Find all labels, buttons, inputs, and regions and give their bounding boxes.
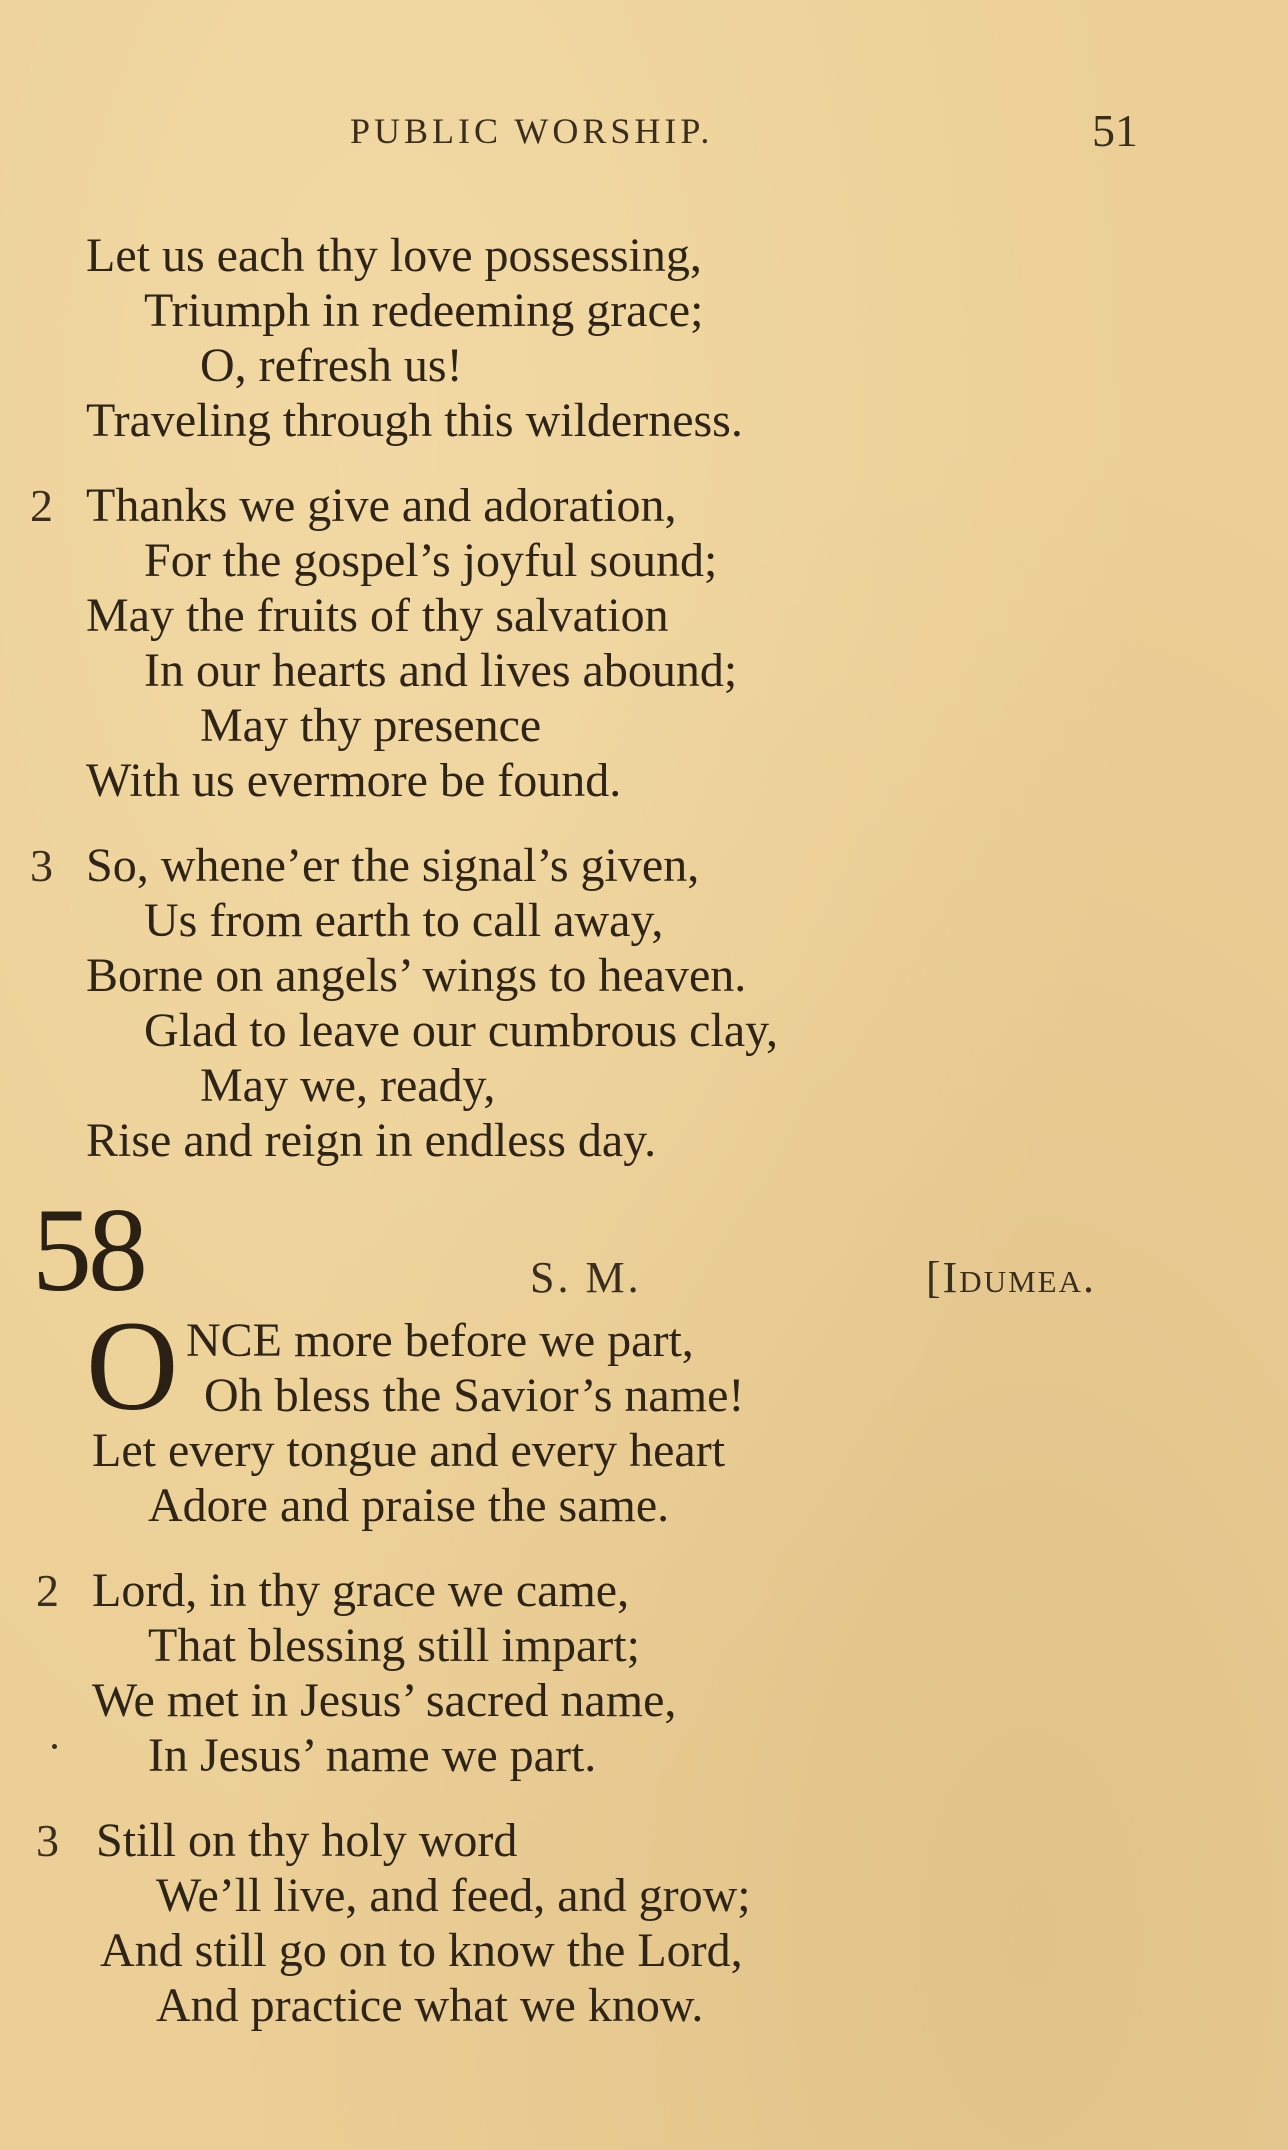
- first-line-rest: more before we part,: [282, 1314, 694, 1367]
- first-word-caps: NCE: [186, 1314, 282, 1367]
- hymn58-s1-line3: Let every tongue and every heart: [92, 1424, 726, 1477]
- running-head: PUBLIC WORSHIP.: [350, 111, 714, 151]
- hymn58-s3-number: 3: [36, 1815, 59, 1866]
- stray-dot-mark: [52, 1744, 57, 1749]
- hymn57-s2-line6: With us evermore be found.: [86, 754, 622, 807]
- drop-cap: O: [86, 1295, 179, 1437]
- hymn57-s2-line3: May the fruits of thy salvation: [86, 589, 669, 642]
- hymn57-s2-line2: For the gospel’s joyful sound;: [144, 534, 718, 587]
- hymn57-s1-line1: Let us each thy love possessing,: [86, 229, 702, 282]
- hymn57-s3-line3: Borne on angels’ wings to heaven.: [86, 949, 747, 1002]
- hymn58-s2-line3: We met in Jesus’ sacred name,: [92, 1674, 677, 1727]
- hymn-number: 58: [32, 1183, 144, 1316]
- hymn57-s3-number: 3: [30, 840, 53, 891]
- hymn57-s3-line6: Rise and reign in endless day.: [86, 1114, 657, 1167]
- hymn58-s1-line4: Adore and praise the same.: [148, 1479, 670, 1532]
- hymn-tune-name: [Idumea.: [926, 1253, 1096, 1302]
- hymn58-s3-line2: We’ll live, and feed, and grow;: [156, 1869, 751, 1922]
- hymn57-s2-line1: Thanks we give and adoration,: [86, 479, 677, 532]
- page-number: 51: [1092, 105, 1138, 156]
- hymn57-s3-line2: Us from earth to call away,: [144, 894, 664, 947]
- hymn57-s3-line1: So, whene’er the signal’s given,: [86, 839, 700, 892]
- hymn58-s2-number: 2: [36, 1565, 59, 1616]
- hymn58-s2-line2: That blessing still impart;: [148, 1619, 640, 1672]
- hymn57-s2-line5: May thy presence: [200, 699, 542, 752]
- hymn57-s1-line4: Traveling through this wilderness.: [86, 394, 743, 447]
- hymn57-s2-number: 2: [30, 480, 53, 531]
- hymn58-s1-line1: [186, 1314, 694, 1367]
- hymn58-s3-line3: And still go on to know the Lord,: [100, 1924, 743, 1977]
- hymn58-s3-line4: And practice what we know.: [156, 1979, 704, 2032]
- hymn-meter: S. M.: [530, 1253, 642, 1302]
- hymn57-s2-line4: In our hearts and lives abound;: [144, 644, 738, 697]
- hymn58-s2-line4: In Jesus’ name we part.: [148, 1729, 597, 1782]
- hymn57-s3-line5: May we, ready,: [200, 1059, 496, 1112]
- hymn57-s1-line2: Triumph in redeeming grace;: [144, 284, 704, 337]
- hymn58-s3-line1: Still on thy holy word: [96, 1814, 518, 1867]
- hymn58-s1-line2: Oh bless the Savior’s name!: [204, 1369, 745, 1422]
- hymn57-s3-line4: Glad to leave our cumbrous clay,: [144, 1004, 779, 1057]
- hymn57-s1-line3: O, refresh us!: [200, 339, 463, 392]
- hymn58-s2-line1: Lord, in thy grace we came,: [92, 1564, 630, 1617]
